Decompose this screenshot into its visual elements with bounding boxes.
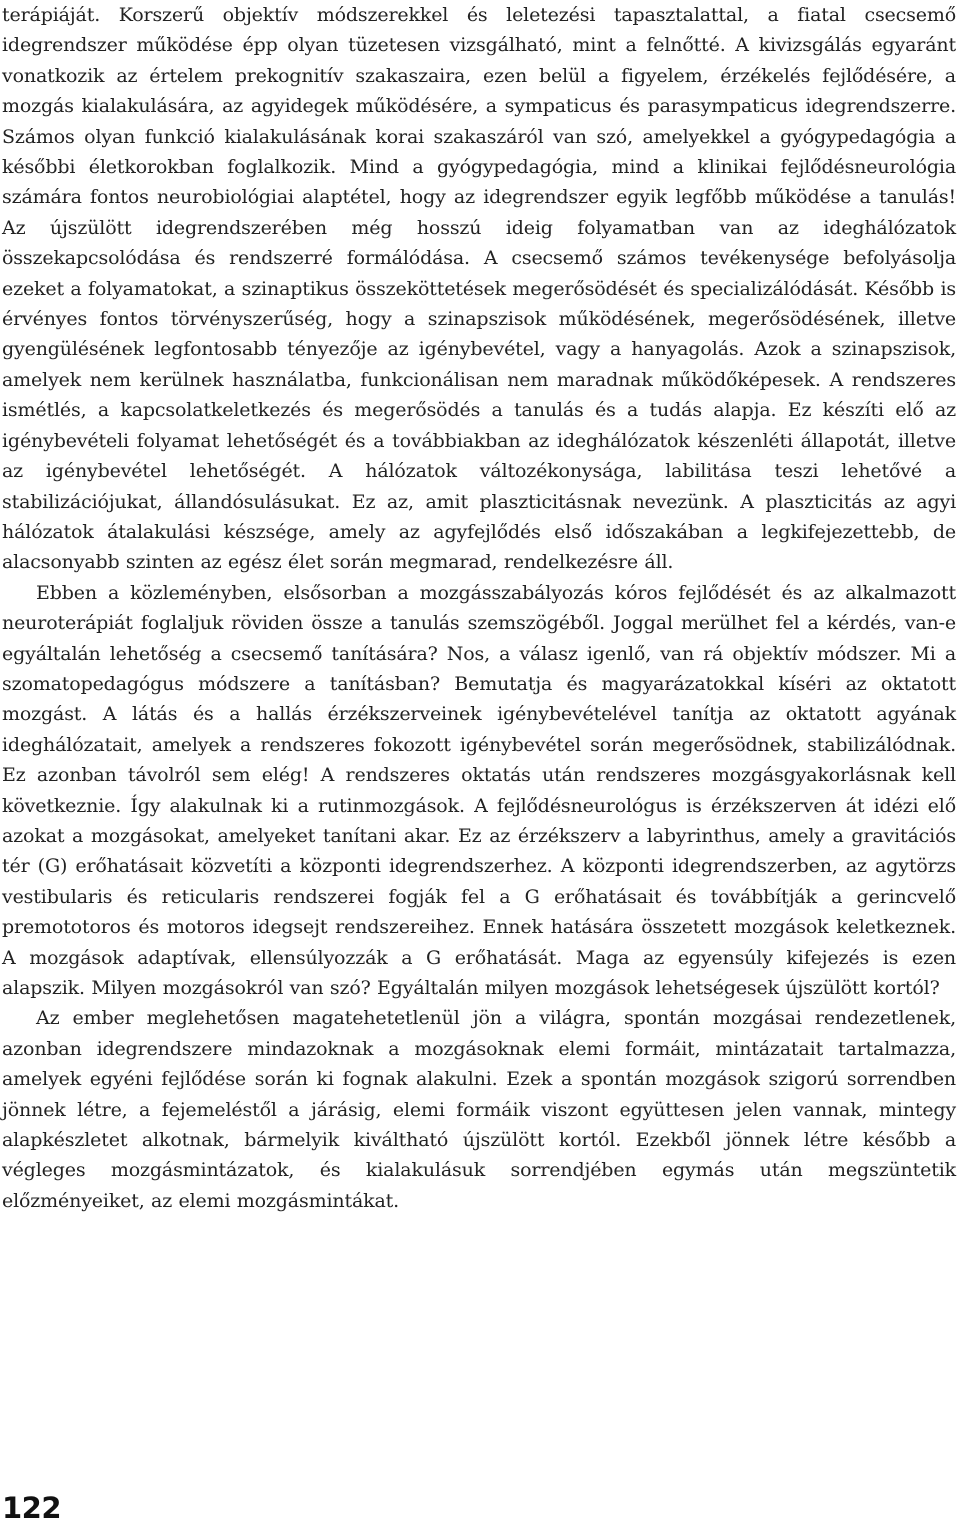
page-number: 122 <box>2 1491 62 1525</box>
body-text <box>2 0 956 1216</box>
paragraph-2: Ebben a közleményben, elsősorban a mozgásszabályozás kóros fejlődését és az alkalmazott neuroterápiát foglaljuk röviden össze a tanulás szemszögéből. Joggal merülhet fel a kérdés, van-e egyáltalán lehetőség a csecsemő tanítására? Nos, a válasz igenlő, van rá objektív módszer. Mi a szomatopedagógus módszere a tanításban? Bemutatja és magyarázatokkal kíséri az oktatott mozgást. A látás és a hallás érzékszerveinek igénybevételével tanítja az oktatott agyának ideghálózatait, amelyek a rendszeres fokozott igénybevétel során megerősödnek, stabilizálódnak. Ez azonban távolról sem elég! A rendszeres oktatás után rendszeres mozgásgyakorlásnak kell következnie. Így alakulnak ki a rutinmozgások. A fejlődésneurológus is érzékszerven át idézi elő azokat a mozgásokat, amelyeket tanítani akar. Ez az érzékszerv a labyrinthus, amely a gravitációs tér (G) erőhatásait közvetíti a központi idegrendszerhez. A központi idegrendszerben, az agytörzs vestibularis és reticularis rendszerei fogják fel a G erőhatásait és továbbítják a gerincvelő premototoros és motoros idegsejt rendszereihez. Ennek hatására összetett mozgások keletkeznek. A mozgások adaptívak, ellensúlyozzák a G erőhatását. Maga az egyensúly kifejezés is ezen alapszik. Milyen mozgásokról van szó? Egyáltalán milyen mozgások lehetségesek újszülött kortól? <box>2 581 956 999</box>
paragraph-1: terápiáját. Korszerű objektív módszerekkel és leletezési tapasztalattal, a fiatal csecsemő idegrendszer működése épp olyan tüzetesen vizsgálható, mint a felnőtté. A kivizsgálás egyaránt vonatkozik az értelem prekognitív szakaszaira, ezen belül a figyelem, érzékelés fejlődésére, a mozgás kialakulására, az agyidegek működésére, a sympaticus és parasympaticus idegrendszerre. Számos olyan funkció kialakulásának korai szakaszáról van szó, amelyekkel a gyógypedagógia a későbbi életkorokban foglalkozik. Mind a gyógypedagógia, mind a klinikai fejlődésneurológia számára fontos neurobiológiai alaptétel, hogy az idegrendszer egyik legfőbb működése a tanulás! Az újszülött idegrendszerében még hosszú ideig folyamatban van az ideghálózatok összekapcsolódása és rendszerré formálódása. A csecsemő számos tevékenysége befolyásolja ezeket a folyamatokat, a szinaptikus összeköttetések megerősödését és specializálódását. Később is érvényes fontos törvényszerűség, hogy a szinapszisok működésének, megerősödésének, illetve gyengülésének legfontosabb tényezője az igénybevétel, vagy a hanyagolás. Azok a szinapszisok, amelyek nem kerülnek használatba, funkcionálisan nem maradnak működőképesek. A rendszeres ismétlés, a kapcsolatkeletkezés és megerősödés a tanulás és a tudás alapja. Ez készíti elő az igénybevételi folyamat lehetőségét és a továbbiakban az ideghálózatok készenléti állapotát, illetve az igénybevétel lehetőségét. A hálózatok változékonysága, labilitása teszi lehetővé a stabilizációjukat, állandósulásukat. Ez az, amit plaszticitásnak nevezünk. A plaszticitás az agyi hálózatok átalakulási készsége, amely az agyfejlődés első időszakában a legkifejezettebb, de alacsonyabb szinten az egész élet során megmarad, rendelkezésre áll. <box>2 4 956 574</box>
paragraph-3: Az ember meglehetősen magatehetetlenül jön a világra, spontán mozgásai rendezetlenek, azonban idegrendszere mindazoknak a mozgásoknak elemi formáit, mintázatait tartalmazza, amelyek egyéni fejlődése során ki fognak alakulni. Ezek a spontán mozgások szigorú sorrendben jönnek létre, a fejemeléstől a járásig, elemi formáik viszont együttesen jelen vannak, mintegy alapkészletet alkotnak, bármelyik kiváltható újszülött kortól. Ezekből jönnek létre később a végleges mozgásmintázatok, és kialakulásuk sorrendjében egymás után megszüntetik előzményeiket, az elemi mozgásmintákat. <box>2 1007 956 1212</box>
